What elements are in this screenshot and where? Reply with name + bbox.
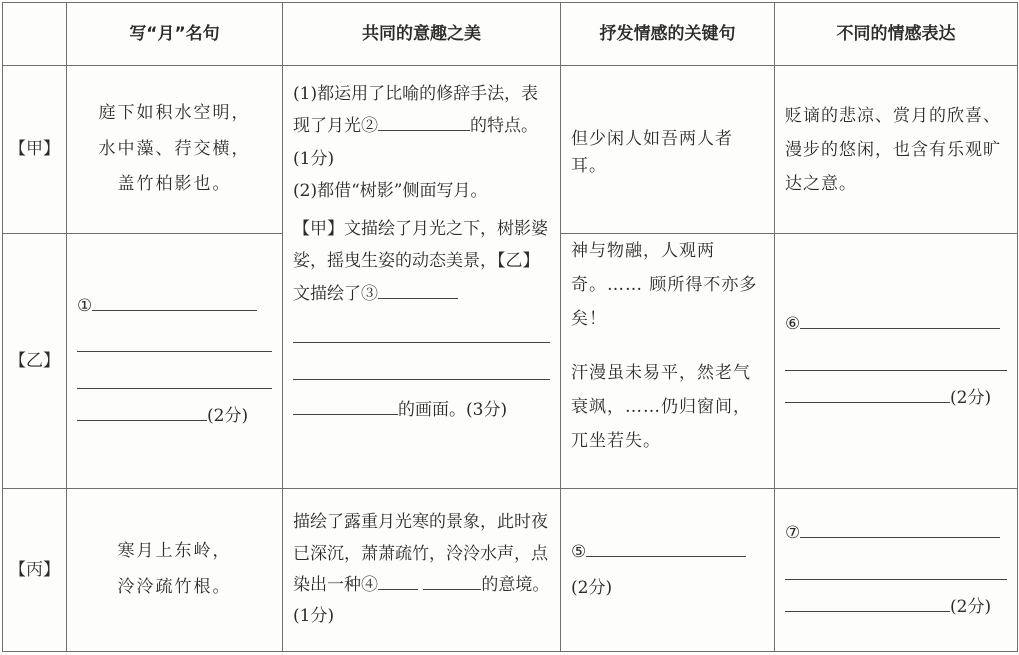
- header-shared-beauty: 共同的意趣之美: [283, 3, 561, 66]
- answer-7-end: (2分): [785, 594, 1007, 620]
- blank-2[interactable]: [378, 113, 470, 131]
- blank-1-line[interactable]: [77, 329, 272, 352]
- beauty-bing: 描绘了露重月光寒的景象，此时夜已深沉，萧萧疏竹，泠泠水声，点染出一种④ 的意境。(1分): [283, 489, 561, 652]
- shared-beauty-cell: [283, 66, 561, 489]
- key-sentence-yi-b: 汗漫虽未易平，然老气衰飒，……仍归窗间，兀坐若失。: [571, 363, 751, 451]
- quote-line: 泠泠疏竹根。: [117, 577, 232, 597]
- blank-6[interactable]: [800, 311, 1000, 329]
- blank-7-line[interactable]: [785, 557, 1007, 580]
- answer-1-cell: [67, 234, 283, 489]
- quote-line: 盖竹柏影也。: [117, 174, 232, 195]
- blank-7-end[interactable]: [785, 594, 950, 612]
- emotion-jia: 贬谪的悲凉、赏月的欣喜、漫步的悠闲，也含有乐观旷达之意。: [775, 66, 1018, 234]
- blank-3-end[interactable]: [293, 397, 398, 415]
- blank-1-end[interactable]: [77, 403, 207, 421]
- row-label-bing: 【丙】: [3, 489, 67, 652]
- blank-1-line[interactable]: [77, 366, 272, 389]
- answer-1-line: ①: [77, 293, 272, 319]
- header-row: [3, 3, 1018, 66]
- quote-line: 水中藻、荇交横，: [98, 138, 251, 159]
- header-emotion: 不同的情感表达: [775, 3, 1018, 66]
- blank-4[interactable]: [378, 572, 418, 590]
- answer-7-cell: [775, 489, 1018, 652]
- quote-line: 庭下如积水空明，: [98, 102, 251, 123]
- row-jia: [3, 66, 1018, 234]
- quote-line: 寒月上东岭，: [117, 541, 232, 562]
- row-label-yi: 【乙】: [3, 234, 67, 489]
- answer-5-line: ⑤: [571, 539, 764, 565]
- quote-bing: [67, 489, 283, 652]
- blank-1[interactable]: [92, 293, 257, 311]
- answer-1-end: (2分): [77, 403, 272, 429]
- answer-6-line: ⑥: [785, 311, 1007, 337]
- blank-7[interactable]: [800, 520, 1000, 538]
- key-sentence-yi: [561, 234, 775, 489]
- header-moon-quote: 写“月”名句: [67, 3, 283, 66]
- answer-6-end: (2分): [785, 385, 1007, 411]
- blank-5[interactable]: [586, 539, 746, 557]
- answer-7-line: ⑦: [785, 520, 1007, 546]
- answer-5-cell: [561, 489, 775, 652]
- header-corner: [3, 3, 67, 66]
- blank-6-line[interactable]: [785, 348, 1007, 371]
- poetry-comparison-table: [2, 2, 1018, 652]
- shared-point-1: (1)都运用了比喻的修辞手法，表现了月光② 的特点。(1分): [293, 84, 539, 169]
- blank-3-line[interactable]: [293, 320, 550, 343]
- score-5: (2分): [571, 578, 613, 598]
- row-label-jia: 【甲】: [3, 66, 67, 234]
- quote-jia: [67, 66, 283, 234]
- blank-4-end[interactable]: [423, 572, 481, 590]
- key-sentence-yi-a: 神与物融，人观两奇。…… 顾所得不亦多矣！: [571, 241, 758, 329]
- blank-3[interactable]: [378, 281, 458, 299]
- shared-point-3: 【甲】文描绘了月光之下，树影婆娑，摇曳生姿的动态美景，【乙】文描绘了③ 的画面。(3分): [293, 219, 548, 421]
- shared-point-2: (2)都借“树影”侧面写月。: [293, 180, 488, 201]
- header-key-sentence: 抒发情感的关键句: [561, 3, 775, 66]
- key-sentence-jia: 但少闲人如吾两人者耳。: [561, 66, 775, 234]
- row-bing: [3, 489, 1018, 652]
- answer-6-cell: [775, 234, 1018, 489]
- blank-6-end[interactable]: [785, 385, 950, 403]
- blank-3-line[interactable]: [293, 357, 550, 380]
